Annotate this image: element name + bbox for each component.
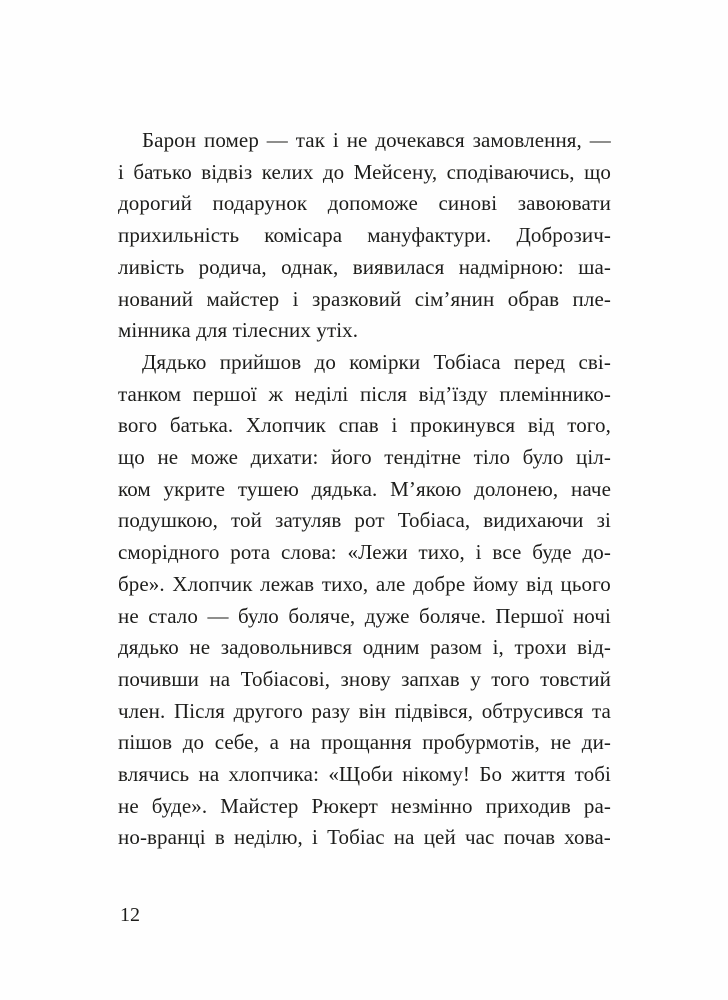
text-line: не буде». Майстер Рюкерт незмінно приходив ра-	[118, 793, 611, 818]
text-line: почивши на Тобіасові, знову запхав у того товстий	[118, 666, 611, 691]
text-block	[118, 125, 611, 854]
text-line: прихильність комісара мануфактури. Доброзич-	[118, 223, 611, 248]
text-line: вого батька. Хлопчик спав і прокинувся від того,	[118, 413, 611, 438]
text-line: і батько відвіз келих до Мейсену, сподіваючись, що	[118, 159, 611, 184]
page-number: 12	[120, 904, 140, 926]
text-line: не стало — було боляче, дуже боляче. Першої ночі	[118, 603, 611, 628]
text-line: дорогий подарунок допоможе синові завоювати	[118, 191, 611, 216]
text-line: що не може дихати: його тендітне тіло було ціл-	[118, 445, 611, 470]
paragraph	[118, 125, 611, 347]
text-line: ком укрите тушею дядька. М’якою долонею, наче	[118, 476, 611, 501]
text-line: танком першої ж неділі після від’їзду племіннико-	[118, 381, 611, 406]
text-line: дядько не задовольнився одним разом і, трохи від-	[118, 635, 611, 660]
paragraph	[118, 347, 611, 854]
text-line: ливість родича, однак, виявилася надмірною: ша-	[118, 254, 611, 279]
text-line: но-вранці в неділю, і Тобіас на цей час почав хова-	[118, 825, 611, 850]
text-line: пішов до себе, а на прощання пробурмотів, не ди-	[118, 730, 611, 755]
text-line: сморідного рота слова: «Лежи тихо, і все буде до-	[118, 540, 611, 565]
text-line: мінника для тілесних утіх.	[118, 318, 359, 343]
text-line: Дядько прийшов до комірки Тобіаса перед сві-	[142, 349, 611, 374]
text-line: Барон помер — так і не дочекався замовлення, —	[142, 128, 611, 152]
text-line: бре». Хлопчик лежав тихо, але добре йому від цього	[118, 571, 611, 596]
text-line: член. Після другого разу він підвівся, обтрусився та	[118, 698, 611, 723]
text-line: подушкою, той затуляв рот Тобіаса, видихаючи зі	[118, 508, 611, 533]
text-line: нований майстер і зразковий сім’янин обрав пле-	[118, 286, 611, 311]
text-line: влячись на хлопчика: «Щоби нікому! Бо життя тобі	[118, 762, 611, 787]
